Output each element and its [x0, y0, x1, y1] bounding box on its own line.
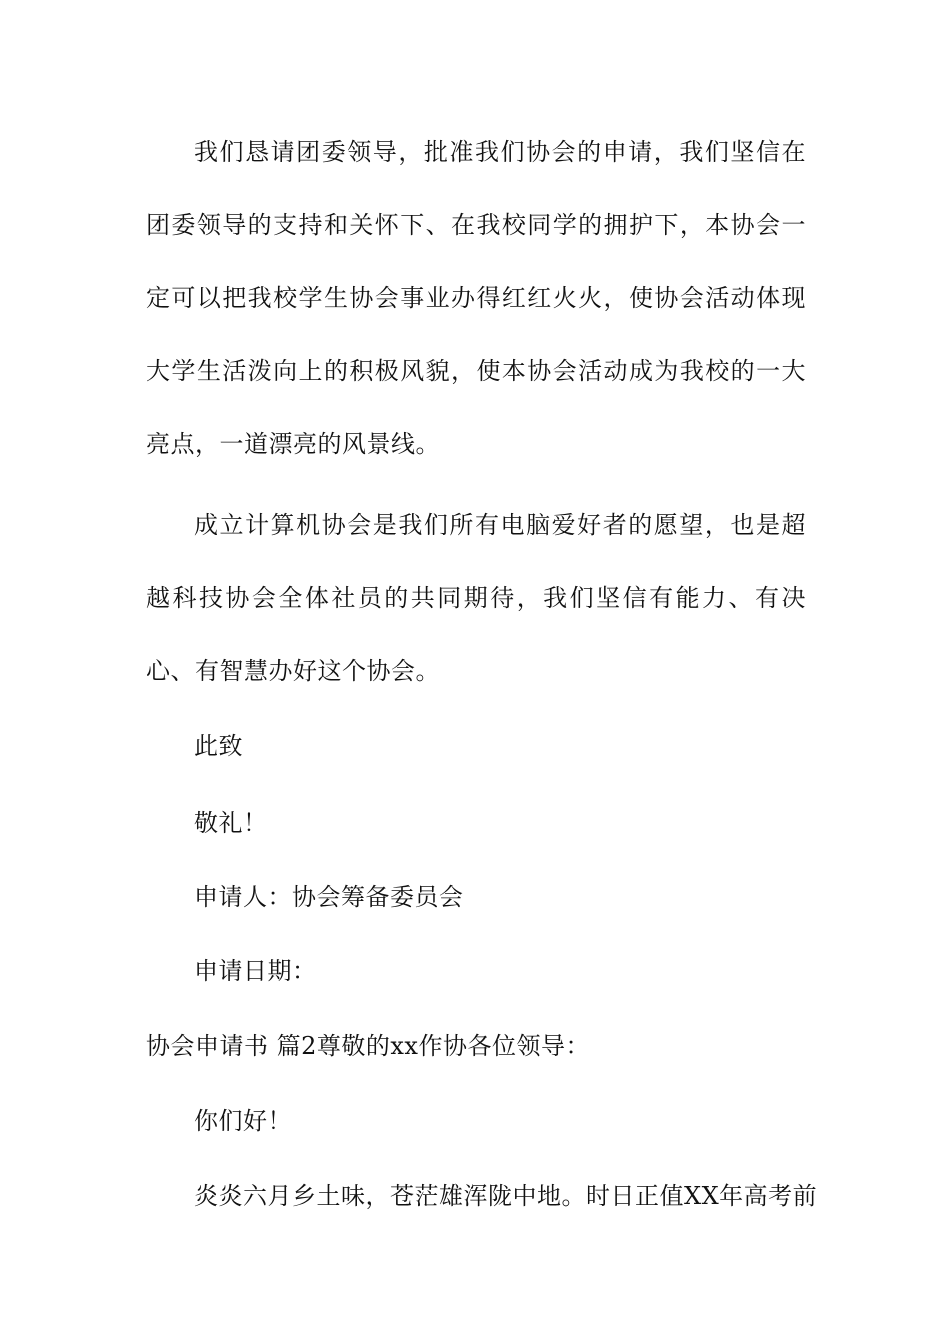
- closing-line-1: 此致: [194, 732, 243, 760]
- body-paragraph-opening: 炎炎六月乡土味，苍茫雄浑陇中地。时日正值XX年高考前: [194, 1182, 818, 1210]
- section-heading: 协会申请书 篇2尊敬的xx作协各位领导：: [146, 1032, 590, 1060]
- applicant-line: 申请人：协会筹备委员会: [194, 883, 464, 911]
- greeting-line: 你们好！: [194, 1107, 292, 1135]
- closing-line-2: 敬礼！: [194, 809, 268, 837]
- date-line: 申请日期：: [194, 957, 317, 985]
- body-paragraph-request: 我们恳请团委领导，批准我们协会的申请，我们坚信在团委领导的支持和关怀下、在我校同学的拥护下，本协会一定可以把我校学生协会事业办得红红火火，使协会活动体现大学生活泼向上的积极风貌，使本协会活动成为我校的一大亮点，一道漂亮的风景线。: [146, 138, 806, 458]
- body-paragraph-purpose: 成立计算机协会是我们所有电脑爱好者的愿望，也是超越科技协会全体社员的共同期待，我们坚信有能力、有决心、有智慧办好这个协会。: [146, 511, 806, 685]
